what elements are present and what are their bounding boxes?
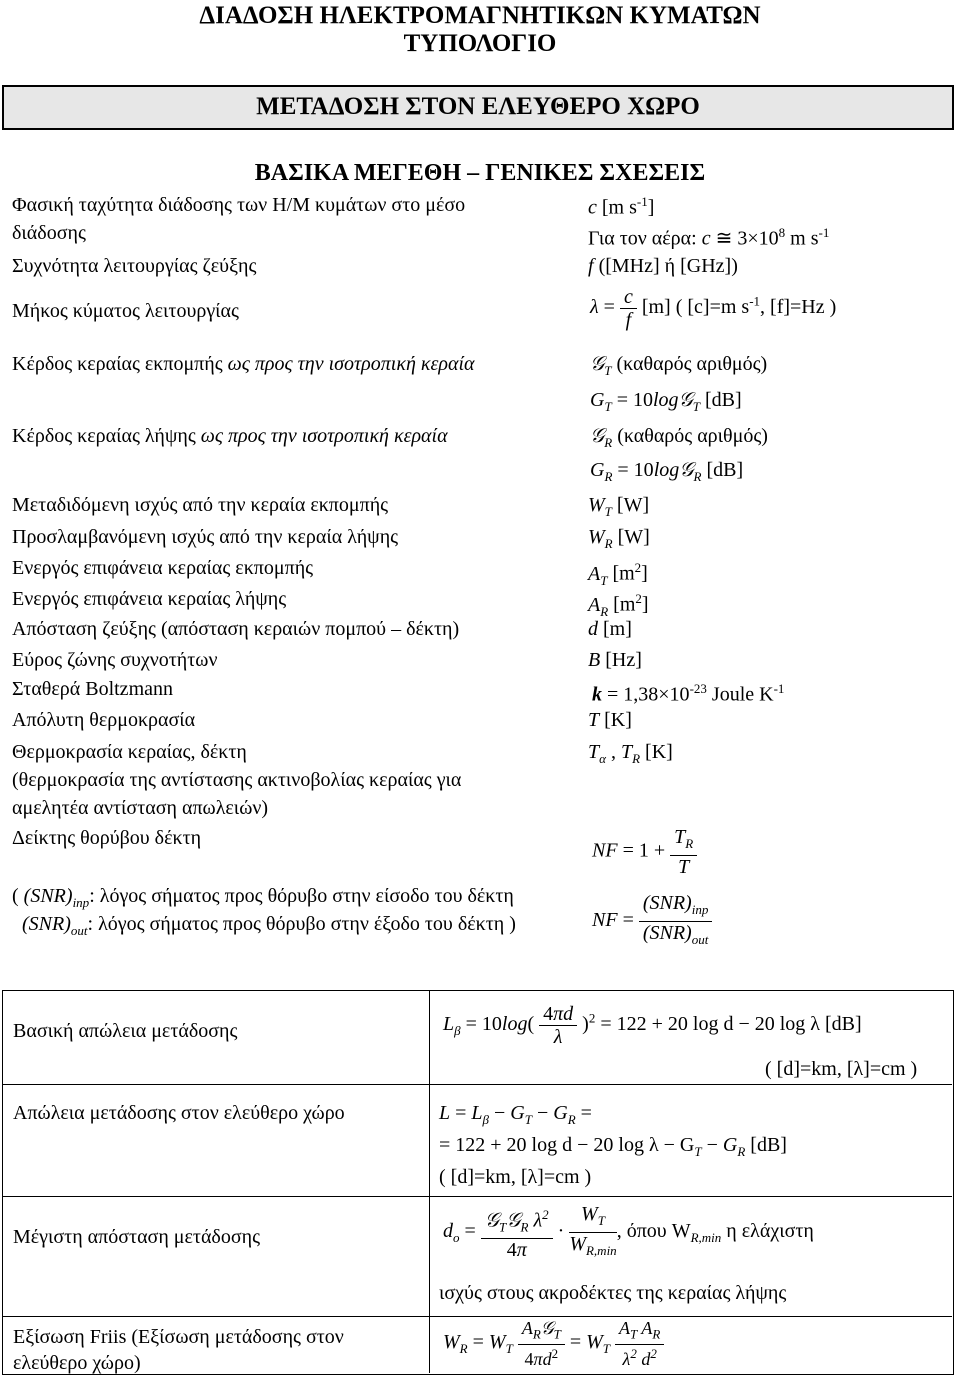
loss-table xyxy=(2,990,954,1375)
basic-loss-label: Βασική απώλεια μετάδοσης xyxy=(13,1020,238,1042)
phase-velocity-label-cont: διάδοσης xyxy=(12,222,86,244)
antenna-temp-note: (θερμοκρασία της αντίστασης ακτινοβολίας κεραίας για xyxy=(12,769,462,791)
antenna-temp-unit: $T_\alpha$ , $T_R$ [K] xyxy=(588,741,673,766)
boltzmann-label: Σταθερά Boltzmann xyxy=(12,678,173,700)
tx-area-label: Ενεργός επιφάνεια κεραίας εκπομπής xyxy=(12,557,314,579)
free-space-loss-expanded: = 122 + 20 log d − 20 $\log \lambda - G_T - G_R$ [dB] xyxy=(439,1134,787,1159)
noise-figure-snr-formula: NF = $\frac{(SNR)_{inp}}{(SNR)_{out}}$ xyxy=(592,892,712,951)
frequency-unit: f ([MHz] ή [GHz]) xyxy=(588,255,738,277)
temperature-label: Απόλυτη θερμοκρασία xyxy=(12,709,196,731)
rx-area-label: Ενεργός επιφάνεια κεραίας λήψης xyxy=(12,588,287,610)
rx-gain-unit: 𝒢$_R$ (καθαρός αριθμός) xyxy=(590,425,768,450)
basic-loss-units: ( [d]=km, [λ]=cm ) xyxy=(765,1058,918,1080)
antenna-temp-note-cont: αμελητέα αντίσταση απωλειών) xyxy=(12,797,269,819)
noise-figure-label: Δείκτης θορύβου δέκτη xyxy=(12,827,202,849)
table-divider-3 xyxy=(3,1316,952,1317)
tx-power-unit: $W_T$ [W] xyxy=(588,494,650,519)
wavelength-label: Μήκος κύματος λειτουργίας xyxy=(12,300,239,322)
friis-label: Εξίσωση Friis (Εξίσωση μετάδοσης στον xyxy=(13,1326,344,1348)
air-velocity: Για τον αέρα: c ≅ $3\times 10^8$ m $s^{-1}$ xyxy=(588,225,830,250)
rx-area-unit: $A_R$ $[m^2]$ xyxy=(588,591,649,619)
noise-figure-formula: NF = 1 + $\frac{T_R}{T}$ xyxy=(592,826,697,878)
free-space-loss-label: Απώλεια μετάδοσης στον ελεύθερο χώρο xyxy=(13,1102,345,1124)
rx-power-label: Προσλαμβανόμενη ισχύς από την κεραία λήψης xyxy=(12,526,399,548)
distance-label: Απόσταση ζεύξης (απόσταση κεραιών πομπού – δέκτη) xyxy=(12,618,460,640)
free-space-loss-units: ( [d]=km, [λ]=cm ) xyxy=(439,1166,592,1188)
section-banner: ΜΕΤΑΔΟΣΗ ΣΤΟΝ ΕΛΕΥΘΕΡΟ ΧΩΡΟ xyxy=(2,85,954,130)
tx-gain-db: $G_T$ = 10log𝒢$_T$ [dB] xyxy=(590,389,742,414)
friis-formula: $W_R = W_T$ $\frac{A_R𝒢_T}{4\pi d^2}$ = $W_T$ $\frac{A_T A_R}{\lambda^2 d^2}$ xyxy=(443,1319,664,1368)
bandwidth-unit: B [Hz] xyxy=(588,649,642,671)
max-distance-formula: $d_o$ = $\frac{𝒢_T𝒢_R \lambda^2}{4\pi}$ · $\frac{W_T}{W_{R,min}}$ , όπου $W_{R,min}$ η ελάχιστη xyxy=(443,1203,814,1262)
distance-unit: d [m] xyxy=(588,618,632,640)
rx-gain-db: $G_R$ = 10log𝒢$_R$ [dB] xyxy=(590,459,744,484)
bandwidth-label: Εύρος ζώνης συχνοτήτων xyxy=(12,649,218,671)
tx-gain-unit: 𝒢$_T$ (καθαρός αριθμός) xyxy=(590,353,768,378)
document-title: ΔΙΑΔΟΣΗ ΗΛΕΚΤΡΟΜΑΓΝΗΤΙΚΩΝ ΚΥΜΑΤΩΝ xyxy=(199,2,761,29)
table-divider-1 xyxy=(3,1084,952,1085)
free-space-loss-formula: $L = L_\beta - G_T - G_R$ = xyxy=(439,1102,592,1127)
tx-area-unit: $A_T$ $[m^2]$ xyxy=(588,560,648,588)
phase-velocity-unit: c [m $s^{-1}$] xyxy=(588,194,655,219)
phase-velocity-label: Φασική ταχύτητα διάδοσης των Η/Μ κυμάτων στο μέσο xyxy=(12,194,466,216)
rx-gain-label: Κέρδος κεραίας λήψης ως προς την ισοτροπική κεραία xyxy=(12,425,448,447)
basic-loss-formula: $L_\beta = 10\log$( $\frac{4\pi d}{\lambda}$ )$^2$ = 122 + 20 log d − 20 log λ [dB] xyxy=(443,1003,862,1048)
snr-out-note: $(SNR)_{out}$: λόγος σήματος προς θόρυβο στην έξοδο του δέκτη ) xyxy=(22,913,516,938)
table-divider-2 xyxy=(3,1196,952,1197)
wavelength-formula: λ = $\frac{c}{f}$ [m] ( [c]=m $s^{-1}$, [f]=Hz ) xyxy=(590,286,837,331)
friis-label-cont: ελεύθερο χώρο) xyxy=(13,1352,141,1374)
tx-power-label: Μεταδιδόμενη ισχύς από την κεραία εκπομπής xyxy=(12,494,389,516)
section-title: ΒΑΣΙΚΑ ΜΕΓΕΘΗ – ΓΕΝΙΚΕΣ ΣΧΕΣΕΙΣ xyxy=(254,160,706,186)
rx-power-unit: $W_R$ [W] xyxy=(588,526,650,551)
snr-inp-note: ( $(SNR)_{inp}$: λόγος σήματος προς θόρυβο στην είσοδο του δέκτη xyxy=(12,885,514,910)
document-subtitle: ΤΥΠΟΛΟΓΙΟ xyxy=(403,30,557,57)
frequency-label: Συχνότητα λειτουργίας ζεύξης xyxy=(12,255,257,277)
antenna-temp-label: Θερμοκρασία κεραίας, δέκτη xyxy=(12,741,247,763)
temperature-unit: T [K] xyxy=(588,709,632,731)
max-distance-label: Μέγιστη απόσταση μετάδοσης xyxy=(13,1226,261,1248)
boltzmann-value: $k = 1,38\times 10^{-23}$ Joule $K^{-1}$ xyxy=(592,681,785,706)
max-distance-note: ισχύς στους ακροδέκτες της κεραίας λήψης xyxy=(439,1282,787,1304)
tx-gain-label: Κέρδος κεραίας εκπομπής ως προς την ισοτροπική κεραία xyxy=(12,353,475,375)
